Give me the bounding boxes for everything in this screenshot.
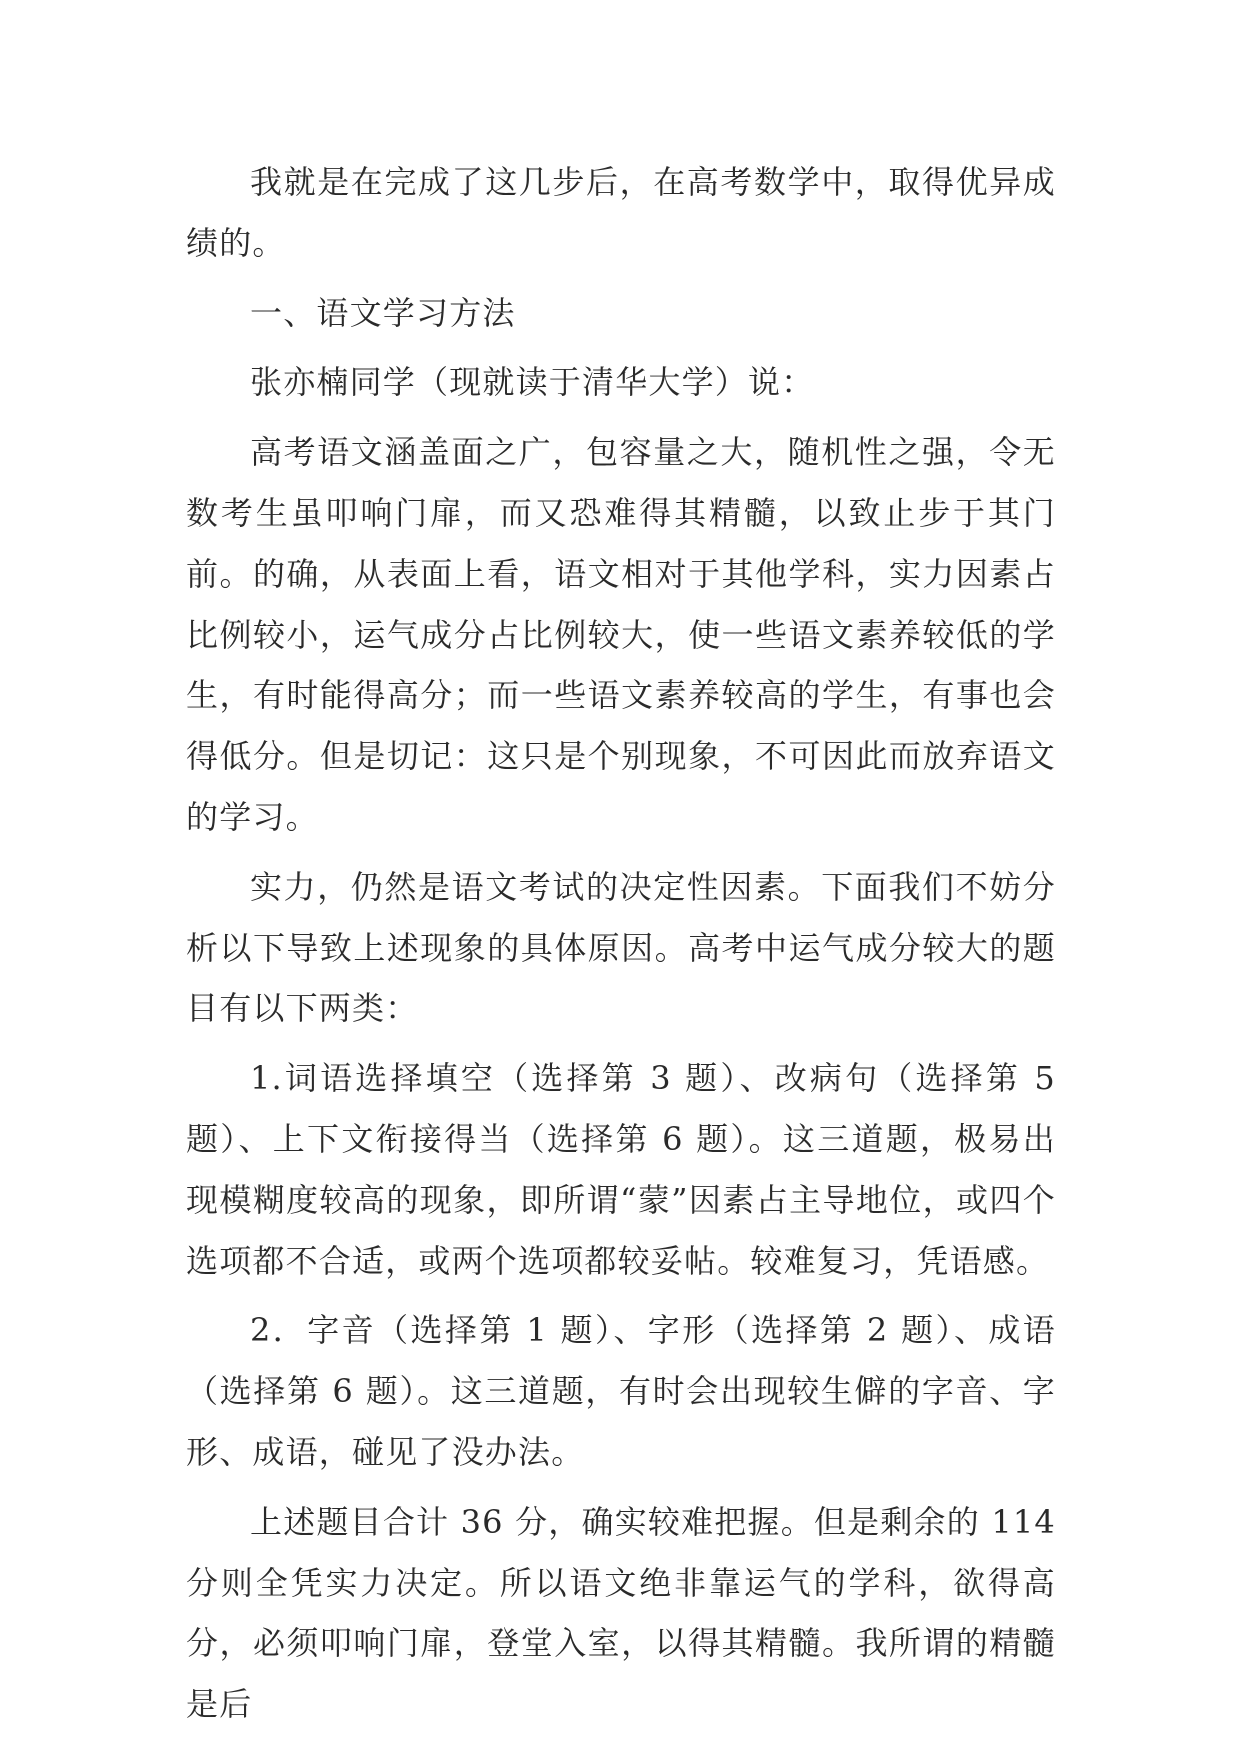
document-body [186, 152, 1056, 1744]
paragraph-math-conclusion: 我就是在完成了这几步后，在高考数学中，取得优异成绩的。 [186, 163, 1056, 262]
paragraph-score-summary: 上述题目合计 36 分，确实较难把握。但是剩余的 114 分则全凭实力决定。所以语文绝非靠运气的学科，欲得高分，必须叩响门扉，登堂入室，以得其精髓。我所谓的精髓是后 [186, 1502, 1056, 1724]
paragraph-list-item-1: 1.词语选择填空（选择第 3 题）、改病句（选择第 5 题）、上下文衔接得当（选择第 6 题）。这三道题，极易出现模糊度较高的现象，即所谓“蒙”因素占主导地位，或四个选项都不合适，或两个选项都较妥帖。较难复习，凭语感。 [186, 1059, 1056, 1280]
paragraph-list-item-2: 2．字音（选择第 1 题）、字形（选择第 2 题）、成语（选择第 6 题）。这三道题，有时会出现较生僻的字音、字形、成语，碰见了没办法。 [186, 1311, 1056, 1471]
paragraph-strength-factor: 实力，仍然是语文考试的决定性因素。下面我们不妨分析以下导致上述现象的具体原因。高考中运气成分较大的题目有以下两类： [186, 867, 1056, 1028]
section-heading-chinese-methods: 一、语文学习方法 [250, 293, 516, 332]
paragraph-speaker-intro: 张亦楠同学（现就读于清华大学）说： [250, 363, 815, 402]
paragraph-exam-overview: 高考语文涵盖面之广，包容量之大，随机性之强，令无数考生虽叩响门扉，而又恐难得其精髓，以致止步于其门前。的确，从表面上看，语文相对于其他学科，实力因素占比例较小，运气成分占比例较大，使一些语文素养较低的学生，有时能得高分；而一些语文素养较高的学生，有事也会得低分。但是切记：这只是个别现象，不可因此而放弃语文的学习。 [186, 433, 1056, 836]
